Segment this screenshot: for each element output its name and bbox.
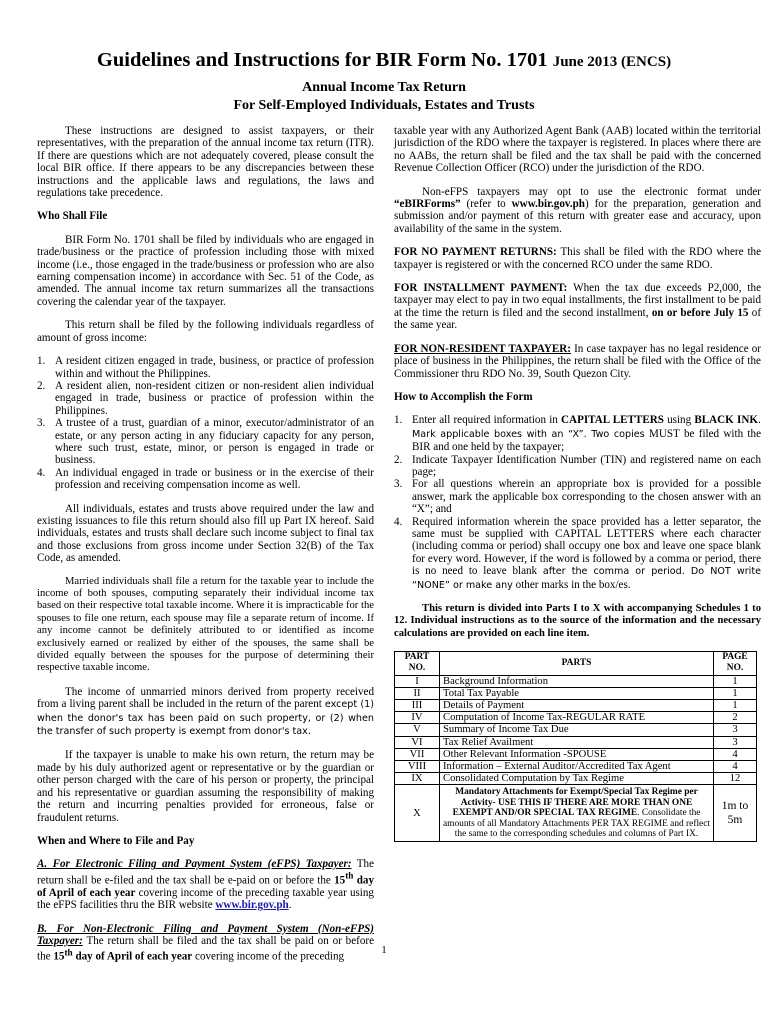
all-individuals-paragraph: All individuals, estates and trusts above required under the law and existing issuances to file this return should also fill up Part IX hereof. Said individuals, estates and trusts shall declare such income subject to final tax and those exclusions from gross income under Section 32(B) of the Tax Code, as amended. (37, 502, 374, 565)
list-item: 2. Indicate Taxpayer Identification Number (TIN) and registered name on each page; (394, 453, 761, 478)
page-number: 1 (381, 944, 387, 956)
table-header-row (395, 652, 757, 675)
filer-list (37, 355, 374, 491)
parts-table (394, 651, 757, 842)
left-column (37, 125, 374, 975)
bir-website-link[interactable]: www.bir.gov.ph (215, 899, 289, 912)
table-row: IV Computation of Income Tax-REGULAR RATE 2 (395, 712, 757, 724)
continued-paragraph: taxable year with any Authorized Agent Bank (AAB) located within the territorial jurisdiction of the RDO where the taxpayer is registered. In places where there are no AABs, the return shall be filed and the tax shall be paid with the concerned Revenue Collection Officer (RCO) under the jurisdiction of the RDO. (394, 125, 761, 175)
non-resident-paragraph: FOR NON-RESIDENT TAXPAYER: In case taxpayer has no legal residence or place of business in the Philippines, the return shall be filed with the Office of the Commissioner thru RDO No. 39, South Quezon City. (394, 342, 762, 380)
right-column (394, 125, 761, 842)
table-row: VI Tax Relief Availment 3 (395, 736, 757, 748)
ebir-link[interactable]: www.bir.gov.ph (511, 198, 585, 211)
efps-paragraph: A. For Electronic Filing and Payment System (eFPS) Taxpayer: The return shall be e-filed and the tax shall be e-paid on or before the 15th day of April of each year covering income of the preceding taxable year using the eFPS facilities thru the BIR website www.bir.gov.ph. (37, 858, 374, 912)
table-row: III Details of Payment 1 (395, 700, 757, 712)
table-row: V Summary of Income Tax Due 3 (395, 724, 757, 736)
no-payment-paragraph: FOR NO PAYMENT RETURNS: This shall be filed with the RDO where the taxpayer is registered or with the concerned RCO under the same RDO. (394, 246, 762, 271)
instructions-list (394, 414, 761, 592)
list-item: 3. For all questions wherein an appropriate box is provided for a possible answer, mark the applicable box corresponding to the chosen answer with an “X”; and (394, 478, 761, 516)
header-page-no: PAGE NO. (714, 652, 757, 675)
list-item: 2. A resident alien, non-resident citizen or non-resident alien individual engaged in trade, business or practice of profession within the Philippines. (37, 379, 374, 417)
list-item: 4. Required information wherein the space provided has a letter separator, the same must be supplied with CAPITAL LETTERS where each character (including comma or period) shall occupy one box and leave one space blank for every word. However, if the word is followed by a comma or period, there is no need to leave blank after the comma or period. Do NOT write “NONE” or make any other marks in the box/es. (394, 515, 761, 591)
subtitle-scope: For Self-Employed Individuals, Estates and Trusts (233, 98, 535, 113)
table-row: VII Other Relevant Information -SPOUSE 4 (395, 748, 757, 760)
table-row: VIII Information – External Auditor/Accredited Tax Agent 4 (395, 761, 757, 773)
minors-paragraph: The income of unmarried minors derived from property received from a living parent shall be included in the return of the parent except (1) when the donor's tax has been paid on such property, or (2) when the transfer of such property is exempt from donor's tax. (37, 685, 374, 738)
document-title (0, 49, 768, 72)
how-to-accomplish-heading: How to Accomplish the Form (394, 390, 533, 403)
non-efps-paragraph: B. For Non-Electronic Filing and Payment System (Non-eFPS) Taxpayer: The return shall be filed and the tax shall be paid on or before the 15th day of April of each year covering income of the preceding (37, 922, 375, 964)
ebirforms-paragraph: Non-eFPS taxpayers may opt to use the electronic format under “eBIRForms” (refer to www.bir.gov.ph) for the preparation, generation and submission and/or payment of this return with greater ease and accuracy, upon availability of the same in the system. (394, 185, 761, 235)
who-paragraph-1: BIR Form No. 1701 shall be filed by individuals who are engaged in trade/business or the practice of profession including those with mixed income (i.e., those engaged in the trade/business or profession who are also earning compensation income) in accordance with Sec. 51 of the Code, as amended. The annual income tax return summarizes all the transactions covering the calendar year of the taxpayer. (37, 233, 374, 308)
table-row: X Mandatory Attachments for Exempt/Special Tax Regime per Activity- USE THIS IF THERE ARE MORE THAN ONE EXEMPT AND/OR SPECIAL TAX REGIME. Consolidate the amounts of all Mandatory Attachments PER TAX REGIME and reflect the same to the corresponding schedules and columns of Part IX. 1m to 5m (395, 785, 757, 842)
when-where-heading: When and Where to File and Pay (37, 834, 195, 847)
married-paragraph: Married individuals shall file a return for the taxable year to include the income of both spouses, computing separately their individual income tax based on their respective total taxable income. Where it is impracticable for the spouses to file one return, each spouse may file a separate return of income. If any income cannot be definitely attributed to or identified as income exclusively earned or realized by either of the spouses, the same shall be divided equally between the spouses for the purpose of determining their respective taxable income. (37, 575, 374, 674)
installment-paragraph: FOR INSTALLMENT PAYMENT: When the tax due exceeds P2,000, the taxpayer may elect to pay in two equal installments, the first installment to be paid at the time the return is filed and the second installment, on or before July 15 of the same year. (394, 282, 762, 332)
unable-paragraph: If the taxpayer is unable to make his own return, the return may be made by his duly authorized agent or representative or by the guardian or other person charged with the care of his person or property, the principal and his representative or guardian assuming the responsibility of making the return and incurring penalties provided for erroneous, false or fraudulent returns. (37, 749, 374, 824)
header-part-no: PART NO. (395, 652, 440, 675)
list-item: 1. Enter all required information in CAPITAL LETTERS using BLACK INK. Mark applicable boxes with an “X”. Two copies MUST be filed with the BIR and one held by the taxpayer; (394, 414, 762, 454)
list-item: 1. A resident citizen engaged in trade, business, or practice of profession within and without the Philippines. (37, 355, 374, 380)
who-shall-file-heading: Who Shall File (37, 210, 108, 223)
title-main: Guidelines and Instructions for BIR Form No. 1701 (96, 49, 548, 71)
table-row: I Background Information 1 (395, 675, 757, 687)
table-row: II Total Tax Payable 1 (395, 687, 757, 699)
who-paragraph-2: This return shall be filed by the following individuals regardless of amount of gross income: (37, 319, 374, 344)
header-parts: PARTS (440, 652, 714, 675)
intro-paragraph: These instructions are designed to assist taxpayers, or their representatives, with the preparation of the annual income tax return (ITR). If there are questions which are not adequately covered, please consult the local BIR office. If there appears to be any discrepancies between these instructions and the applicable laws and regulations, the laws and regulations take precedence. (37, 125, 374, 200)
title-edition: June 2013 (ENCS) (552, 54, 672, 70)
subtitle-form-name: Annual Income Tax Return (302, 80, 466, 95)
parts-note: This return is divided into Parts I to X with accompanying Schedules 1 to 12. Individual instructions as to the source of the information and the necessary calculations are provided on each line item. (394, 603, 761, 639)
table-row: IX Consolidated Computation by Tax Regime 12 (395, 773, 757, 785)
list-item: 3. A trustee of a trust, guardian of a minor, executor/administrator of an estate, or any person acting in any fiduciary capacity for any person, where such trust, estate, minor, or person is engaged in trade or business. (37, 417, 374, 467)
list-item: 4. An individual engaged in trade or business or in the exercise of their profession and receiving compensation income as well. (37, 466, 374, 492)
